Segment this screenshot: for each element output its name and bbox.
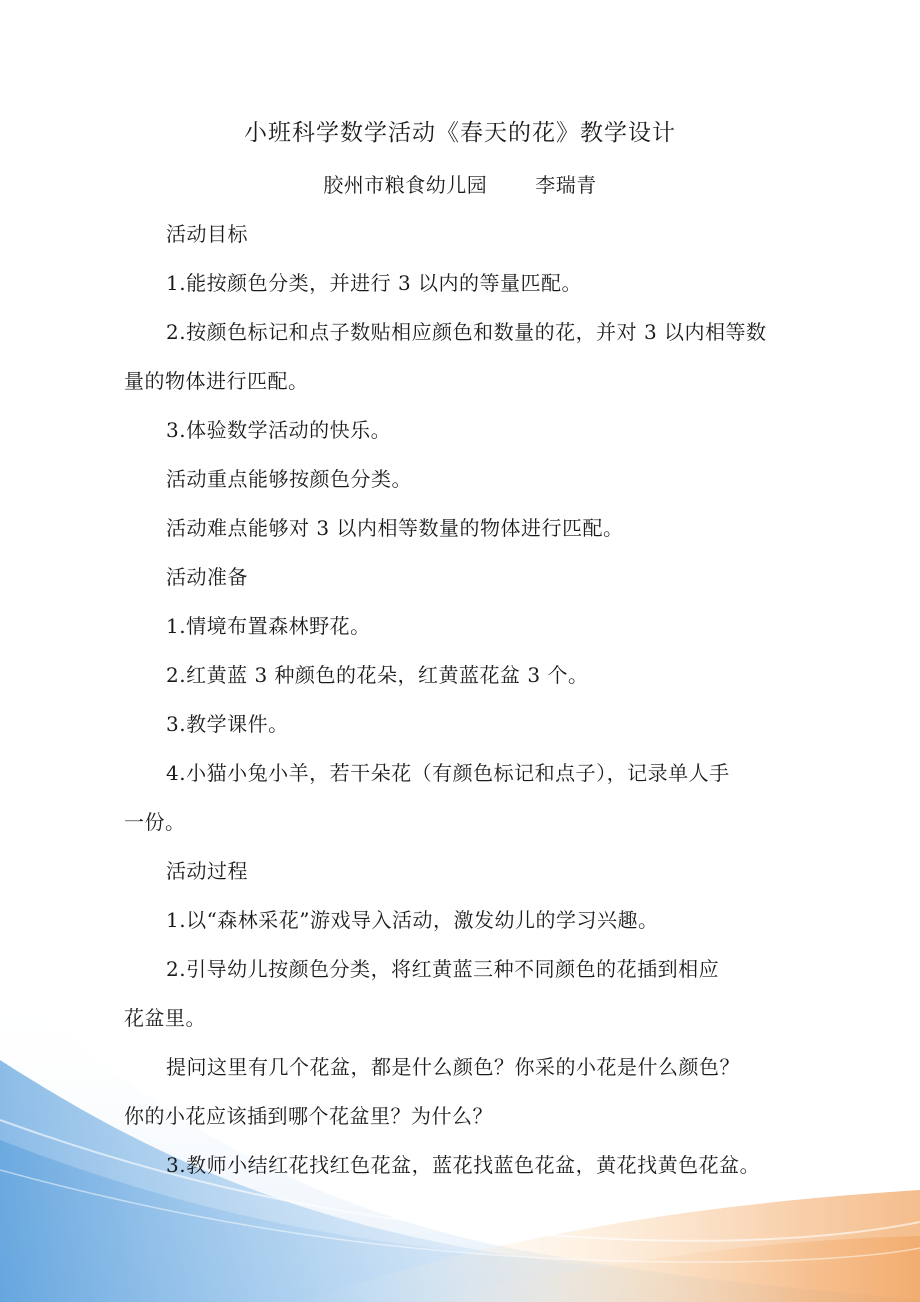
paragraph-line: 花盆里。 [124, 1006, 206, 1030]
section-heading-preparation: 活动准备 [166, 565, 248, 589]
author-line [0, 172, 920, 198]
paragraph-line: 提问这里有几个花盆，都是什么颜色？你采的小花是什么颜色？ [166, 1055, 740, 1079]
paragraph-line: 2.按颜色标记和点子数贴相应颜色和数量的花，并对 3 以内相等数 [166, 320, 767, 344]
paragraph-line: 3.教师小结红花找红色花盆，蓝花找蓝色花盆，黄花找黄色花盆。 [166, 1153, 761, 1177]
paragraph-line: 量的物体进行匹配。 [124, 369, 309, 393]
section-heading-process: 活动过程 [166, 859, 248, 883]
paragraph-line: 你的小花应该插到哪个花盆里？为什么？ [124, 1104, 493, 1128]
paragraph-line: 2.红黄蓝 3 种颜色的花朵，红黄蓝花盆 3 个。 [166, 663, 589, 687]
section-heading-goals: 活动目标 [166, 222, 248, 246]
school-name: 胶州市粮食幼儿园 [323, 173, 488, 197]
author-name: 李瑞青 [535, 173, 597, 197]
paragraph-line: 1.以“森林采花”游戏导入活动，激发幼儿的学习兴趣。 [166, 908, 659, 932]
paragraph-line: 一份。 [124, 810, 186, 834]
paragraph-line: 3.教学课件。 [166, 712, 289, 736]
paragraph-line: 活动难点能够对 3 以内相等数量的物体进行匹配。 [166, 516, 624, 540]
paragraph-line: 1.情境布置森林野花。 [166, 614, 371, 638]
document-title: 小班科学数学活动《春天的花》教学设计 [244, 120, 676, 146]
paragraph-line: 1.能按颜色分类，并进行 3 以内的等量匹配。 [166, 271, 583, 295]
paragraph-line: 活动重点能够按颜色分类。 [166, 467, 412, 491]
paragraph-line: 3.体验数学活动的快乐。 [166, 418, 392, 442]
paragraph-line: 2.引导幼儿按颜色分类，将红黄蓝三种不同颜色的花插到相应 [166, 957, 720, 981]
paragraph-line: 4.小猫小兔小羊，若干朵花（有颜色标记和点子），记录单人手 [166, 761, 730, 785]
